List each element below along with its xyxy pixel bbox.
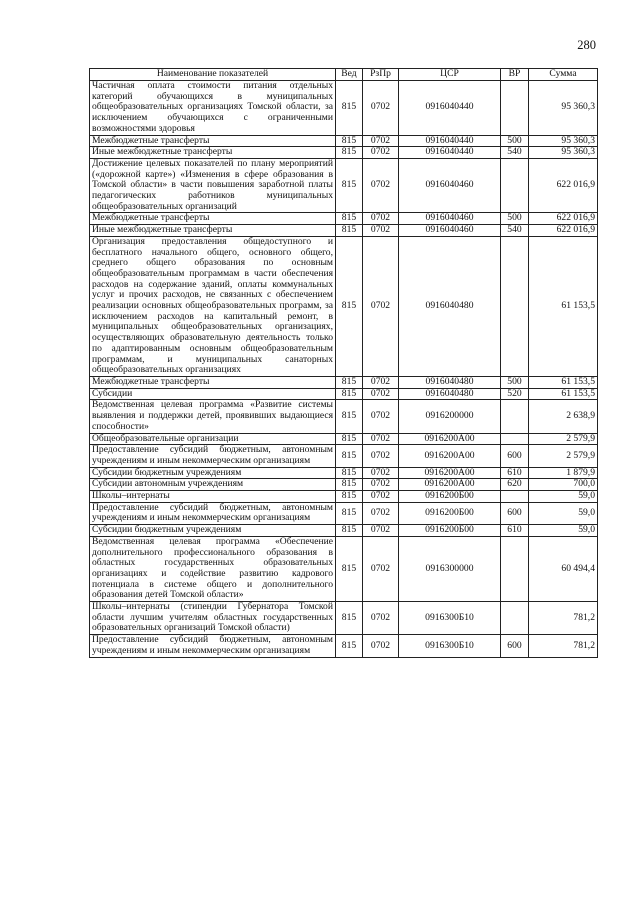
- cell-ved: 815: [336, 158, 363, 213]
- cell-csr: 0916040460: [399, 225, 501, 237]
- cell-rzpr: 0702: [363, 602, 399, 635]
- cell-rzpr: 0702: [363, 213, 399, 225]
- table-row: [90, 445, 598, 467]
- header-name: Наименование показателей: [90, 69, 336, 81]
- table-header-row: [90, 69, 598, 81]
- cell-vr: 610: [501, 525, 529, 537]
- cell-sum: 95 360,3: [529, 81, 598, 136]
- cell-ved: 815: [336, 635, 363, 657]
- table-row: [90, 225, 598, 237]
- cell-vr: [501, 536, 529, 601]
- table-row: [90, 388, 598, 400]
- table-row: [90, 491, 598, 503]
- cell-rzpr: 0702: [363, 525, 399, 537]
- cell-ved: 815: [336, 467, 363, 479]
- cell-ved: 815: [336, 376, 363, 388]
- header-ved: Вед: [336, 69, 363, 81]
- cell-ved: 815: [336, 479, 363, 491]
- cell-ved: 815: [336, 225, 363, 237]
- cell-ved: 815: [336, 81, 363, 136]
- cell-sum: 2 579,9: [529, 445, 598, 467]
- cell-rzpr: 0702: [363, 536, 399, 601]
- cell-name: Предоставление субсидий бюджетным, автономным учреждениям и иным некоммерческим организациям: [90, 502, 336, 524]
- table-row: [90, 479, 598, 491]
- cell-rzpr: 0702: [363, 81, 399, 136]
- cell-name: Межбюджетные трансферты: [90, 376, 336, 388]
- cell-rzpr: 0702: [363, 400, 399, 433]
- cell-csr: 0916200Б00: [399, 502, 501, 524]
- cell-vr: [501, 433, 529, 445]
- cell-name: Межбюджетные трансферты: [90, 213, 336, 225]
- cell-ved: 815: [336, 147, 363, 159]
- cell-vr: [501, 400, 529, 433]
- cell-ved: 815: [336, 502, 363, 524]
- cell-rzpr: 0702: [363, 635, 399, 657]
- cell-ved: 815: [336, 400, 363, 433]
- cell-csr: 0916200А00: [399, 479, 501, 491]
- cell-rzpr: 0702: [363, 158, 399, 213]
- cell-name: Общеобразовательные организации: [90, 433, 336, 445]
- cell-csr: 0916300Б10: [399, 602, 501, 635]
- cell-rzpr: 0702: [363, 376, 399, 388]
- cell-sum: 622 016,9: [529, 158, 598, 213]
- cell-vr: [501, 158, 529, 213]
- cell-rzpr: 0702: [363, 135, 399, 147]
- cell-name: Организация предоставления общедоступного и бесплатного начального общего, основного общего, среднего общего образования по основным общеобразовательным программам в части обеспечения расходов на содержание зданий, оплаты коммунальных услуг и прочих расходов, не связанных с обеспечением реализации основных общеобразовательных программ, за исключением расходов на капитальный ремонт, в муниципальных общеобразовательных организациях, осуществляющих образовательную деятельность только по адаптированным основным общеобразовательным программам, и муниципальных санаторных общеобразовательных организациях: [90, 236, 336, 376]
- cell-vr: 620: [501, 479, 529, 491]
- table-row: [90, 525, 598, 537]
- table-row: [90, 467, 598, 479]
- cell-rzpr: 0702: [363, 491, 399, 503]
- table-row: [90, 236, 598, 376]
- cell-rzpr: 0702: [363, 225, 399, 237]
- cell-rzpr: 0702: [363, 445, 399, 467]
- cell-name: Иные межбюджетные трансферты: [90, 147, 336, 159]
- cell-csr: 0916040480: [399, 388, 501, 400]
- cell-csr: 0916040480: [399, 376, 501, 388]
- cell-name: Межбюджетные трансферты: [90, 135, 336, 147]
- cell-ved: 815: [336, 602, 363, 635]
- cell-vr: [501, 81, 529, 136]
- cell-csr: 0916200000: [399, 400, 501, 433]
- cell-vr: 500: [501, 135, 529, 147]
- cell-csr: 0916200А00: [399, 433, 501, 445]
- cell-sum: 60 494,4: [529, 536, 598, 601]
- cell-vr: [501, 491, 529, 503]
- cell-vr: 540: [501, 147, 529, 159]
- table-row: [90, 158, 598, 213]
- header-vr: ВР: [501, 69, 529, 81]
- table-row: [90, 400, 598, 433]
- table-row: [90, 433, 598, 445]
- table-body: [90, 81, 598, 658]
- cell-sum: 61 153,5: [529, 236, 598, 376]
- cell-sum: 700,0: [529, 479, 598, 491]
- cell-ved: 815: [336, 135, 363, 147]
- cell-rzpr: 0702: [363, 147, 399, 159]
- cell-csr: 0916040460: [399, 213, 501, 225]
- cell-name: Ведомственная целевая программа «Обеспечение дополнительного профессионального образования в областных государственных образовательных организациях и содействие развитию кадрового потенциала в системе общего и дополнительного образования детей Томской области»: [90, 536, 336, 601]
- cell-rzpr: 0702: [363, 388, 399, 400]
- cell-sum: 59,0: [529, 491, 598, 503]
- cell-name: Достижение целевых показателей по плану мероприятий («дорожной карте») «Изменения в сфере образования в Томской области» в части повышения заработной платы педагогических работников муниципальных общеобразовательных организаций: [90, 158, 336, 213]
- cell-sum: 622 016,9: [529, 225, 598, 237]
- cell-vr: 600: [501, 502, 529, 524]
- cell-sum: 781,2: [529, 602, 598, 635]
- cell-sum: 95 360,3: [529, 135, 598, 147]
- cell-name: Ведомственная целевая программа «Развитие системы выявления и поддержки детей, проявивших выдающиеся способности»: [90, 400, 336, 433]
- cell-sum: 95 360,3: [529, 147, 598, 159]
- cell-csr: 0916300Б10: [399, 635, 501, 657]
- cell-sum: 2 638,9: [529, 400, 598, 433]
- cell-csr: 0916300000: [399, 536, 501, 601]
- cell-vr: 610: [501, 467, 529, 479]
- table-row: [90, 376, 598, 388]
- cell-rzpr: 0702: [363, 467, 399, 479]
- cell-vr: 600: [501, 635, 529, 657]
- table-row: [90, 135, 598, 147]
- page-number: 280: [577, 38, 596, 52]
- cell-name: Субсидии автономным учреждениям: [90, 479, 336, 491]
- cell-ved: 815: [336, 525, 363, 537]
- cell-name: Частичная оплата стоимости питания отдельных категорий обучающихся в муниципальных общеобразовательных организациях Томской области, за исключением обучающихся с ограниченными возможностями здоровья: [90, 81, 336, 136]
- table-row: [90, 536, 598, 601]
- cell-csr: 0916040440: [399, 147, 501, 159]
- cell-name: Субсидии бюджетным учреждениям: [90, 525, 336, 537]
- cell-name: Школы–интернаты (стипендии Губернатора Томской области лучшим учителям областных государственных образовательных организаций Томской области): [90, 602, 336, 635]
- cell-csr: 0916200Б00: [399, 525, 501, 537]
- cell-vr: 520: [501, 388, 529, 400]
- header-rzpr: РзПр: [363, 69, 399, 81]
- cell-sum: 781,2: [529, 635, 598, 657]
- cell-name: Субсидии: [90, 388, 336, 400]
- cell-csr: 0916040440: [399, 81, 501, 136]
- cell-csr: 0916040460: [399, 158, 501, 213]
- cell-csr: 0916200А00: [399, 467, 501, 479]
- cell-vr: [501, 602, 529, 635]
- cell-ved: 815: [336, 433, 363, 445]
- cell-csr: 0916040440: [399, 135, 501, 147]
- cell-sum: 59,0: [529, 525, 598, 537]
- cell-rzpr: 0702: [363, 479, 399, 491]
- header-sum: Сумма: [529, 69, 598, 81]
- cell-ved: 815: [336, 445, 363, 467]
- cell-vr: 500: [501, 213, 529, 225]
- cell-vr: 500: [501, 376, 529, 388]
- cell-csr: 0916200Б00: [399, 491, 501, 503]
- budget-table: [89, 68, 598, 658]
- cell-rzpr: 0702: [363, 236, 399, 376]
- cell-name: Предоставление субсидий бюджетным, автономным учреждениям и иным некоммерческим организациям: [90, 445, 336, 467]
- cell-name: Школы–интернаты: [90, 491, 336, 503]
- cell-vr: 600: [501, 445, 529, 467]
- table-row: [90, 635, 598, 657]
- cell-name: Иные межбюджетные трансферты: [90, 225, 336, 237]
- cell-sum: 61 153,5: [529, 376, 598, 388]
- cell-vr: 540: [501, 225, 529, 237]
- table-row: [90, 147, 598, 159]
- cell-vr: [501, 236, 529, 376]
- cell-sum: 61 153,5: [529, 388, 598, 400]
- cell-csr: 0916200А00: [399, 445, 501, 467]
- cell-sum: 59,0: [529, 502, 598, 524]
- cell-ved: 815: [336, 491, 363, 503]
- cell-sum: 1 879,9: [529, 467, 598, 479]
- header-csr: ЦСР: [399, 69, 501, 81]
- cell-rzpr: 0702: [363, 433, 399, 445]
- cell-ved: 815: [336, 536, 363, 601]
- cell-name: Субсидии бюджетным учреждениям: [90, 467, 336, 479]
- cell-sum: 622 016,9: [529, 213, 598, 225]
- cell-name: Предоставление субсидий бюджетным, автономным учреждениям и иным некоммерческим организациям: [90, 635, 336, 657]
- cell-rzpr: 0702: [363, 502, 399, 524]
- cell-ved: 815: [336, 213, 363, 225]
- table-row: [90, 602, 598, 635]
- cell-csr: 0916040480: [399, 236, 501, 376]
- table-row: [90, 81, 598, 136]
- table-row: [90, 213, 598, 225]
- cell-ved: 815: [336, 236, 363, 376]
- cell-ved: 815: [336, 388, 363, 400]
- table-row: [90, 502, 598, 524]
- cell-sum: 2 579,9: [529, 433, 598, 445]
